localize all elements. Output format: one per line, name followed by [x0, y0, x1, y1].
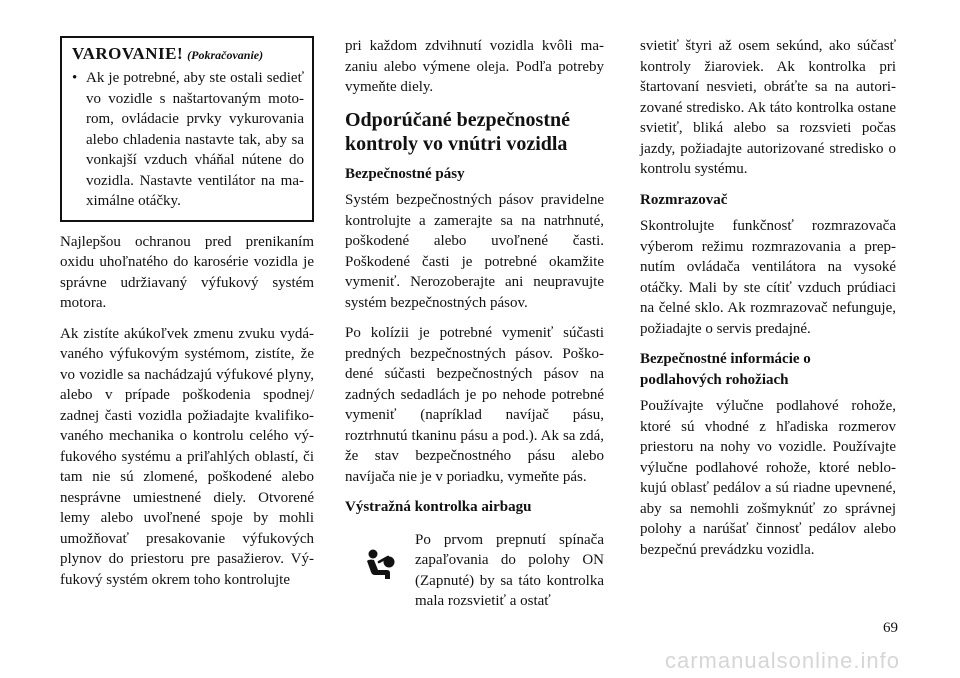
continuation-paragraph: pri každom zdvihnutí vozidla kvôli mazaniu alebo výmene oleja. Podľa potreby vymeňte diely.: [345, 38, 604, 95]
defroster-subheading: Rozmrazovač: [640, 191, 728, 208]
airbag-block: [345, 530, 604, 612]
warning-title: [72, 44, 304, 64]
seatbelts-paragraph-2: Po kolízii je potrebné vymeniť súčasti predných bezpečnostných pásov. Poškodené súčasti bezpečnostných pásov na zadných sedadlách je po nehode potrebné vymeniť (napríklad navíjač pásu, roztrhnutú tkaninu pásu a pod.). Ak sa zdá, že stav bezpečnostného pásu alebo navíjača nie je v poriadku, vymeňte pás.: [345, 325, 604, 485]
airbag-continuation-paragraph: svietiť štyri až osem sekúnd, ako súčasť kontroly žiaroviek. Ak kontrolka pri štartovaní nesvieti, obráťte sa na autorizované stredisko. Ak táto kontrolka ostane svietiť, bliká alebo sa rozsvieti počas jazdy, požiadajte autorizované stredisko o kontrolu systému.: [640, 38, 896, 177]
floor-mats-subheading: Bezpečnostné informácie o podlahových rohožiach: [640, 351, 811, 388]
column-left: [60, 36, 314, 600]
section-heading: Odporúčané bezpečnostné kontroly vo vnútri vozidla: [345, 108, 570, 155]
floor-mats-paragraph: Používajte výlučne podlahové rohože, ktoré sú vhodné z hľadiska rozmerov priestoru na nohy vo vozidle. Používajte výlučne podlahové rohože, ktoré neblokujú oblasť pedálov a sú riadne upevnené, aby sa nemohli zošmyknúť zo správnej polohy a narúšať činnosť pedálov alebo bezpečnú prevádzku vozidla.: [640, 398, 896, 558]
seatbelts-subheading: Bezpečnostné pásy: [345, 165, 465, 182]
page-number: 69: [883, 620, 898, 636]
column-middle: [345, 36, 604, 622]
column-right: [640, 36, 896, 570]
seatbelts-paragraph-1: Systém bezpečnostných pásov pravidelne kontrolujte a zamerajte sa na natrhnuté, poškodené alebo uvoľnené časti. Poškodené časti je potrebné okamžite vymeniť. Nerozoberajte ani neupravujte systém bezpečnostných pásov.: [345, 192, 604, 311]
exhaust-paragraph-1: Najlepšou ochranou pred prenikaním oxidu uhoľnatého do karosérie vozidla je správne udržiavaný výfukový systém motora.: [60, 233, 314, 311]
airbag-warning-icon: [363, 548, 397, 582]
exhaust-paragraph-2: Ak zistíte akúkoľvek zmenu zvuku vydávaného výfukovým systémom, zistíte, že vo vozidle sa nachádzajú výfukové plyny, alebo v prípade poškodenia spodnej/ zadnej časti vozidla požiadajte kvalifikovaného mechanika o kontrolu celého výfukového systému a priľahlých oblastí, či tam nie sú zlomené, poškodené alebo nesprávne umiestnené diely. Otvorené lemy alebo uvoľnené spoje by mohli umožňovať presakovanie výfukových plynov do priestoru pre pasažierov. Výfukový systém okrem toho kontrolujte: [60, 325, 314, 588]
warning-list: [72, 68, 304, 212]
warning-title-text: VAROVANIE!: [72, 44, 184, 63]
watermark: carmanualsonline.info: [664, 648, 900, 673]
defroster-paragraph: Skontrolujte funkčnosť rozmrazovača výberom režimu rozmrazovania a prepnutím ovládača ventilátora na vysoké otáčky. Mali by ste cítiť vzduch prúdiaci na čelné sklo. Ak rozmrazovač nefunguje, požiadajte o servis predajné.: [640, 218, 896, 337]
airbag-paragraph: Po prvom prepnutí spínača zapaľovania do polohy ON (Zapnuté) by sa táto kontrolka mala rozsvietiť a ostať: [415, 531, 604, 609]
warning-continued-label: (Pokračovanie): [187, 48, 264, 62]
airbag-subheading: Výstražná kontrolka airbagu: [345, 499, 532, 515]
warning-bullet: • Ak je potrebné, aby ste ostali sedieť vo vozidle s naštartovaným motorom, ovládacie prvky vykurovania alebo chladenia nastavte tak, aby sa vonkajší vzduch vháňal nútene do vozidla. Nastavte ventilátor na maximálne otáčky.: [72, 68, 304, 212]
warning-box: [60, 36, 314, 222]
